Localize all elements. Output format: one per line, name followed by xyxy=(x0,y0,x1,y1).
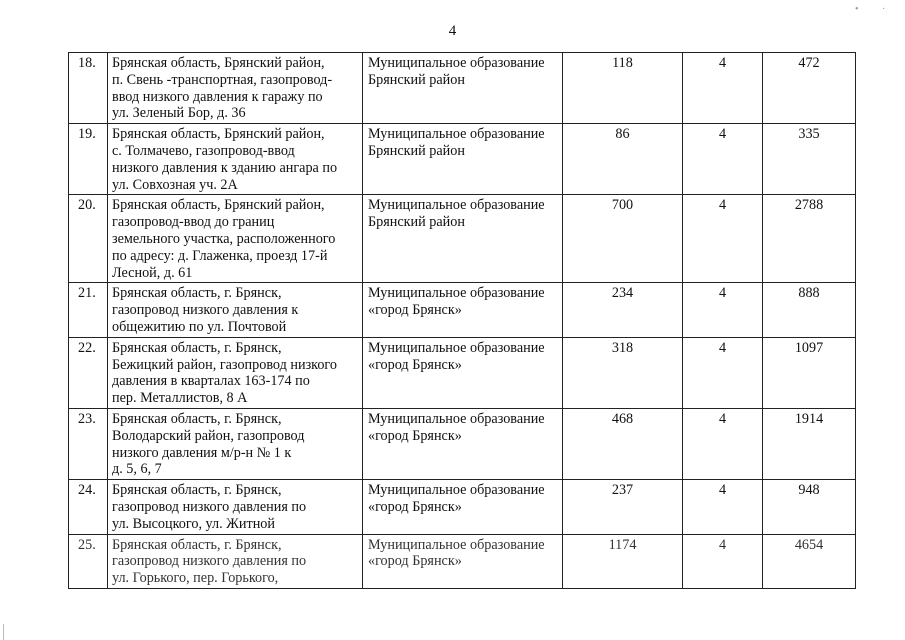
row-number: 19. xyxy=(69,124,108,195)
table-row xyxy=(69,408,856,479)
table-row xyxy=(69,124,856,195)
table-row xyxy=(69,195,856,283)
diameter-cell: 4 xyxy=(683,124,763,195)
row-number: 24. xyxy=(69,480,108,534)
length-cell: 86 xyxy=(563,124,683,195)
scan-mark: · xyxy=(882,4,886,15)
owner-cell: Муниципальное образование «город Брянск» xyxy=(363,534,563,588)
length-cell: 318 xyxy=(563,337,683,408)
value-cell: 948 xyxy=(763,480,856,534)
row-number: 22. xyxy=(69,337,108,408)
value-cell: 2788 xyxy=(763,195,856,283)
row-number: 23. xyxy=(69,408,108,479)
row-number: 21. xyxy=(69,283,108,337)
length-cell: 237 xyxy=(563,480,683,534)
row-number: 25. xyxy=(69,534,108,588)
length-cell: 1174 xyxy=(563,534,683,588)
row-number: 18. xyxy=(69,53,108,124)
table-row xyxy=(69,53,856,124)
scan-margin-line xyxy=(3,624,4,640)
table-row xyxy=(69,337,856,408)
diameter-cell: 4 xyxy=(683,53,763,124)
owner-cell: Муниципальное образование Брянский район xyxy=(363,195,563,283)
address-cell: Брянская область, г. Брянск, Володарский район, газопровод низкого давления м/р-н № 1 к д. 5, 6, 7 xyxy=(108,408,363,479)
page-number: 4 xyxy=(448,23,457,39)
owner-cell: Муниципальное образование Брянский район xyxy=(363,124,563,195)
diameter-cell: 4 xyxy=(683,480,763,534)
address-cell: Брянская область, г. Брянск, газопровод низкого давления по ул. Горького, пер. Горького, xyxy=(108,534,363,588)
table-row xyxy=(69,283,856,337)
owner-cell: Муниципальное образование «город Брянск» xyxy=(363,408,563,479)
table-row xyxy=(69,480,856,534)
value-cell: 888 xyxy=(763,283,856,337)
diameter-cell: 4 xyxy=(683,283,763,337)
value-cell: 335 xyxy=(763,124,856,195)
diameter-cell: 4 xyxy=(683,195,763,283)
length-cell: 234 xyxy=(563,283,683,337)
diameter-cell: 4 xyxy=(683,408,763,479)
value-cell: 1097 xyxy=(763,337,856,408)
address-cell: Брянская область, Брянский район, газопровод-ввод до границ земельного участка, расположенного по адресу: д. Глаженка, проезд 17-й Лесной, д. 61 xyxy=(108,195,363,283)
address-cell: Брянская область, г. Брянск, газопровод низкого давления по ул. Высоцкого, ул. Житной xyxy=(108,480,363,534)
length-cell: 700 xyxy=(563,195,683,283)
length-cell: 118 xyxy=(563,53,683,124)
scan-mark: • xyxy=(855,4,859,15)
row-number: 20. xyxy=(69,195,108,283)
owner-cell: Муниципальное образование «город Брянск» xyxy=(363,283,563,337)
owner-cell: Муниципальное образование Брянский район xyxy=(363,53,563,124)
owner-cell: Муниципальное образование «город Брянск» xyxy=(363,337,563,408)
address-cell: Брянская область, Брянский район, с. Толмачево, газопровод-ввод низкого давления к зданию ангара по ул. Совхозная уч. 2А xyxy=(108,124,363,195)
address-cell: Брянская область, г. Брянск, Бежицкий район, газопровод низкого давления в кварталах 163-174 по пер. Металлистов, 8 А xyxy=(108,337,363,408)
owner-cell: Муниципальное образование «город Брянск» xyxy=(363,480,563,534)
table-row xyxy=(69,534,856,588)
value-cell: 4654 xyxy=(763,534,856,588)
value-cell: 1914 xyxy=(763,408,856,479)
address-cell: Брянская область, Брянский район, п. Свень -транспортная, газопровод- ввод низкого давления к гаражу по ул. Зеленый Бор, д. 36 xyxy=(108,53,363,124)
diameter-cell: 4 xyxy=(683,534,763,588)
length-cell: 468 xyxy=(563,408,683,479)
diameter-cell: 4 xyxy=(683,337,763,408)
gas-pipeline-table xyxy=(68,52,856,589)
value-cell: 472 xyxy=(763,53,856,124)
address-cell: Брянская область, г. Брянск, газопровод низкого давления к общежитию по ул. Почтовой xyxy=(108,283,363,337)
